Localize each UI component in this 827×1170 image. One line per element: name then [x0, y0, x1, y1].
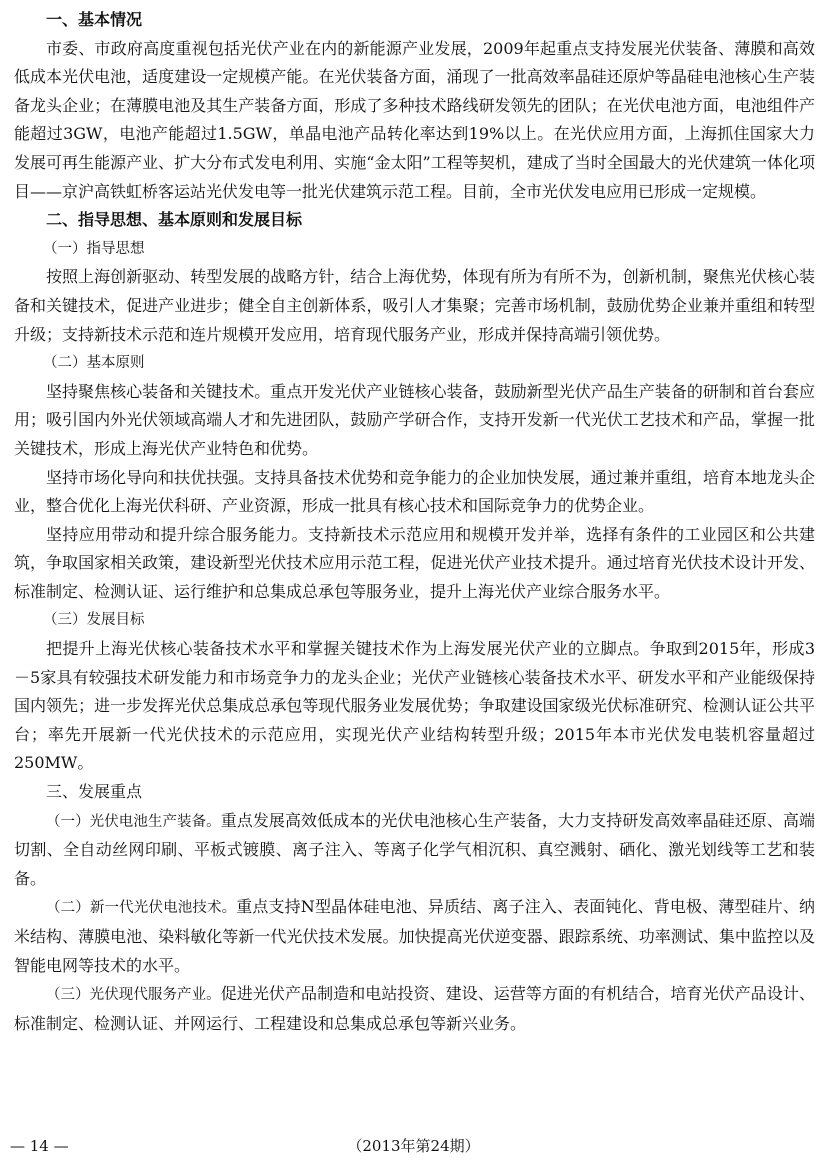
paragraph-basic-situation: 市委、市政府高度重视包括光伏产业在内的新能源产业发展，2009年起重点支持发展光伏装备、薄膜和高效低成本光伏电池，适度建设一定规模产能。在光伏装备方面，涌现了一批高效率晶硅还原炉等晶硅电池核心生产装备龙头企业；在薄膜电池及其生产装备方面，形成了多种技术路线研发领先的团队；在光伏电池方面，电池组件产能超过3GW，电池产能超过1.5GW，单晶电池产品转化率达到19%以上。在光伏应用方面，上海抓住国家大力发展可再生能源产业、扩大分布式发电利用、实施“金太阳”工程等契机，建成了当时全国最大的光伏建筑一体化项目——京沪高铁虹桥客运站光伏发电等一批光伏建筑示范工程。目前，全市光伏发电应用已形成一定规模。 — [14, 38, 815, 201]
page-number: — 14 — — [10, 1137, 69, 1155]
section-heading-development-focus: 三、发展重点 — [46, 782, 143, 802]
document-body — [14, 6, 815, 1038]
subheading-guiding-ideology: （一）指导思想 — [43, 240, 145, 257]
section-heading-basic-situation: 一、基本情况 — [46, 10, 143, 29]
subheading-basic-principles: （二）基本原则 — [43, 355, 145, 372]
subheading-development-goals: （三）发展目标 — [43, 612, 145, 629]
focus-item-title: （一）光伏电池生产装备。 — [46, 813, 221, 830]
focus-item-modern-services — [14, 980, 815, 1038]
focus-item-text: 促进光伏产品制造和电站投资、建设、运营等方面的有机结合，培育光伏产品设计、标准制定、检测认证、并网运行、工程建设和总集成总承包等新兴业务。 — [14, 984, 815, 1033]
focus-item-title: （二）新一代光伏电池技术。 — [46, 900, 237, 917]
paragraph-development-goals: 把提升上海光伏核心装备技术水平和掌握关键技术作为上海发展光伏产业的立脚点。争取到2015年，形成3－5家具有较强技术研发能力和市场竞争力的龙头企业；光伏产业链核心装备技术水平、研发水平和产业能级保持国内领先；进一步发挥光伏总集成总承包等现代服务业发展优势；争取建设国家级光伏标准研究、检测认证公共平台；率先开展新一代光伏技术的示范应用，实现光伏产业结构转型升级；2015年本市光伏发电装机容量超过250MW。 — [14, 639, 815, 773]
section-heading-guiding-principles: 二、指导思想、基本原则和发展目标 — [46, 210, 303, 230]
page-footer — [0, 1132, 827, 1160]
paragraph-principle-market-orientation: 坚持市场化导向和扶优扶强。支持具备技术优势和竞争能力的企业加快发展，通过兼并重组，培育本地龙头企业，整合优化上海光伏科研、产业资源，形成一批具有核心技术和国际竞争力的优势企业。 — [14, 467, 815, 516]
paragraph-principle-application: 坚持应用带动和提升综合服务能力。支持新技术示范应用和规模开发并举，选择有条件的工业园区和公共建筑，争取国家相关政策，建设新型光伏技术应用示范工程，促进光伏产业技术提升。通过培育光伏技术设计开发、标准制定、检测认证、运行维护和总集成总承包等服务业，提升上海光伏产业综合服务水平。 — [14, 524, 815, 601]
focus-item-next-gen-tech — [14, 893, 815, 980]
focus-item-cell-equipment — [14, 807, 815, 894]
paragraph-principle-core-equipment: 坚持聚焦核心装备和关键技术。重点开发光伏产业链核心装备，鼓励新型光伏产品生产装备的研制和首台套应用；吸引国内外光伏领域高端人才和先进团队，鼓励产学研合作，支持开发新一代光伏工艺技术和产品，掌握一批关键技术，形成上海光伏产业特色和优势。 — [14, 381, 815, 458]
focus-item-text: 重点发展高效低成本的光伏电池核心生产装备，大力支持研发高效率晶硅还原、高端切割、全自动丝网印刷、平板式镀膜、离子注入、等离子化学气相沉积、真空溅射、硒化、激光划线等工艺和装备。 — [14, 810, 815, 888]
issue-label: （2013年第24期） — [347, 1137, 480, 1155]
paragraph-guiding-ideology: 按照上海创新驱动、转型发展的战略方针，结合上海优势，体现有所为有所不为，创新机制，聚焦光伏核心装备和关键技术，促进产业进步；健全自主创新体系，吸引人才集聚；完善市场机制，鼓励优势企业兼并重组和转型升级；支持新技术示范和连片规模开发应用，培育现代服务产业，形成并保持高端引领优势。 — [14, 267, 815, 344]
focus-item-title: （三）光伏现代服务产业。 — [46, 987, 221, 1004]
focus-item-text: 重点支持N型晶体硅电池、异质结、离子注入、表面钝化、背电极、薄型硅片、纳米结构、薄膜电池、染料敏化等新一代光伏技术发展。加快提高光伏逆变器、跟踪系统、功率测试、集中监控以及智能电网等技术的水平。 — [14, 897, 815, 975]
